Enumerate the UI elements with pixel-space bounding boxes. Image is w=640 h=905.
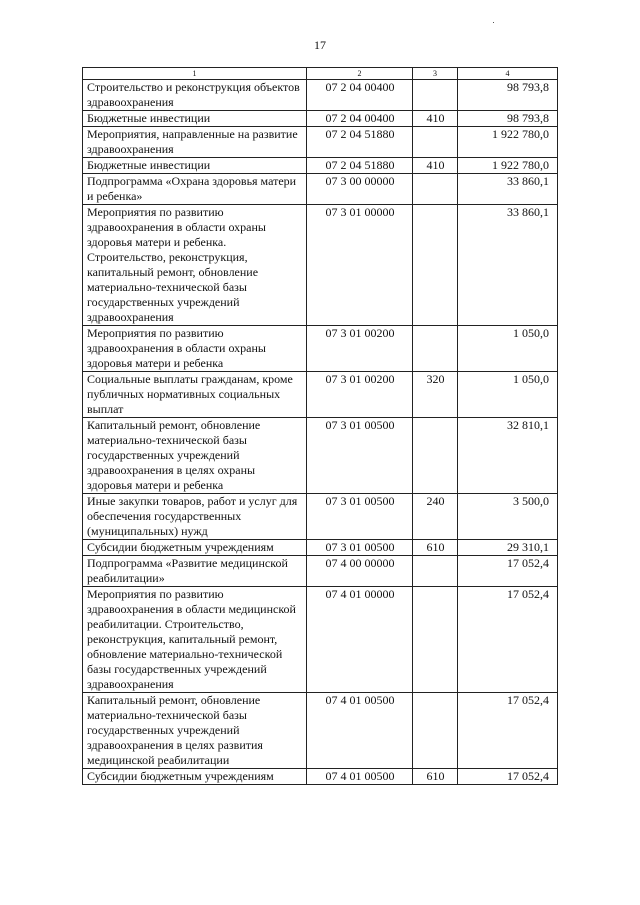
row-code: 07 3 01 00200 [307,372,413,418]
row-name: Социальные выплаты гражданам, кроме публичных нормативных социальных выплат [83,372,307,418]
row-type [413,693,458,769]
row-name: Мероприятия по развитию здравоохранения в области охраны здоровья матери и ребенка [83,326,307,372]
row-amount: 3 500,0 [458,494,558,540]
row-code: 07 2 04 00400 [307,111,413,127]
row-name: Капитальный ремонт, обновление материально-технической базы государственных учреждений здравоохранения в целях охраны здоровья матери и ребенка [83,418,307,494]
row-code: 07 2 04 00400 [307,80,413,111]
row-code: 07 4 01 00500 [307,769,413,785]
header-col-2: 2 [307,68,413,80]
row-code: 07 3 01 00500 [307,418,413,494]
row-code: 07 3 00 00000 [307,174,413,205]
table-row [83,174,558,205]
row-type: 320 [413,372,458,418]
row-name: Подпрограмма «Развитие медицинской реабилитации» [83,556,307,587]
header-col-1: 1 [83,68,307,80]
row-type: 240 [413,494,458,540]
row-amount: 17 052,4 [458,693,558,769]
row-code: 07 3 01 00200 [307,326,413,372]
row-type [413,326,458,372]
row-code: 07 3 01 00000 [307,205,413,326]
header-col-3: 3 [413,68,458,80]
table-row [83,494,558,540]
row-type [413,174,458,205]
row-type [413,587,458,693]
row-amount: 1 922 780,0 [458,127,558,158]
table-row [83,769,558,785]
row-amount: 32 810,1 [458,418,558,494]
row-name: Бюджетные инвестиции [83,111,307,127]
row-code: 07 3 01 00500 [307,494,413,540]
row-name: Подпрограмма «Охрана здоровья матери и ребенка» [83,174,307,205]
row-amount: 29 310,1 [458,540,558,556]
row-amount: 98 793,8 [458,111,558,127]
row-amount: 98 793,8 [458,80,558,111]
row-amount: 17 052,4 [458,556,558,587]
row-type [413,556,458,587]
table-header-row [83,68,558,80]
table-row [83,372,558,418]
row-type: 410 [413,158,458,174]
page-number: 17 [314,38,326,52]
row-name: Мероприятия, направленные на развитие здравоохранения [83,127,307,158]
row-code: 07 3 01 00500 [307,540,413,556]
row-amount: 33 860,1 [458,174,558,205]
table-row [83,80,558,111]
budget-table-container [82,67,557,785]
table-row [83,158,558,174]
table-row [83,556,558,587]
row-type: 610 [413,540,458,556]
row-name: Бюджетные инвестиции [83,158,307,174]
table-row [83,326,558,372]
row-amount: 1 922 780,0 [458,158,558,174]
table-row [83,587,558,693]
row-code: 07 2 04 51880 [307,127,413,158]
row-type [413,205,458,326]
row-type: 610 [413,769,458,785]
row-type [413,127,458,158]
row-type [413,80,458,111]
table-row [83,693,558,769]
row-name: Иные закупки товаров, работ и услуг для обеспечения государственных (муниципальных) нужд [83,494,307,540]
table-row [83,205,558,326]
row-amount: 17 052,4 [458,587,558,693]
row-name: Мероприятия по развитию здравоохранения в области медицинской реабилитации. Строительство, реконструкция, капитальный ремонт, обновление материально-технической базы государственных учреждений здравоохранения [83,587,307,693]
row-name: Строительство и реконструкция объектов здравоохранения [83,80,307,111]
row-name: Субсидии бюджетным учреждениям [83,540,307,556]
table-row [83,111,558,127]
table-row [83,540,558,556]
table-row [83,418,558,494]
row-name: Мероприятия по развитию здравоохранения в области охраны здоровья матери и ребенка. Строительство, реконструкция, капитальный ремонт, обновление материально-технической базы государственных учреждений здравоохранения [83,205,307,326]
row-amount: 1 050,0 [458,326,558,372]
budget-table [82,67,558,785]
row-type: 410 [413,111,458,127]
row-code: 07 4 01 00500 [307,693,413,769]
row-amount: 1 050,0 [458,372,558,418]
row-name: Капитальный ремонт, обновление материально-технической базы государственных учреждений здравоохранения в целях развития медицинской реабилитации [83,693,307,769]
row-code: 07 4 01 00000 [307,587,413,693]
row-type [413,418,458,494]
row-amount: 33 860,1 [458,205,558,326]
table-row [83,127,558,158]
row-code: 07 4 00 00000 [307,556,413,587]
row-code: 07 2 04 51880 [307,158,413,174]
row-name: Субсидии бюджетным учреждениям [83,769,307,785]
header-col-4: 4 [458,68,558,80]
row-amount: 17 052,4 [458,769,558,785]
scan-speck [493,22,494,23]
